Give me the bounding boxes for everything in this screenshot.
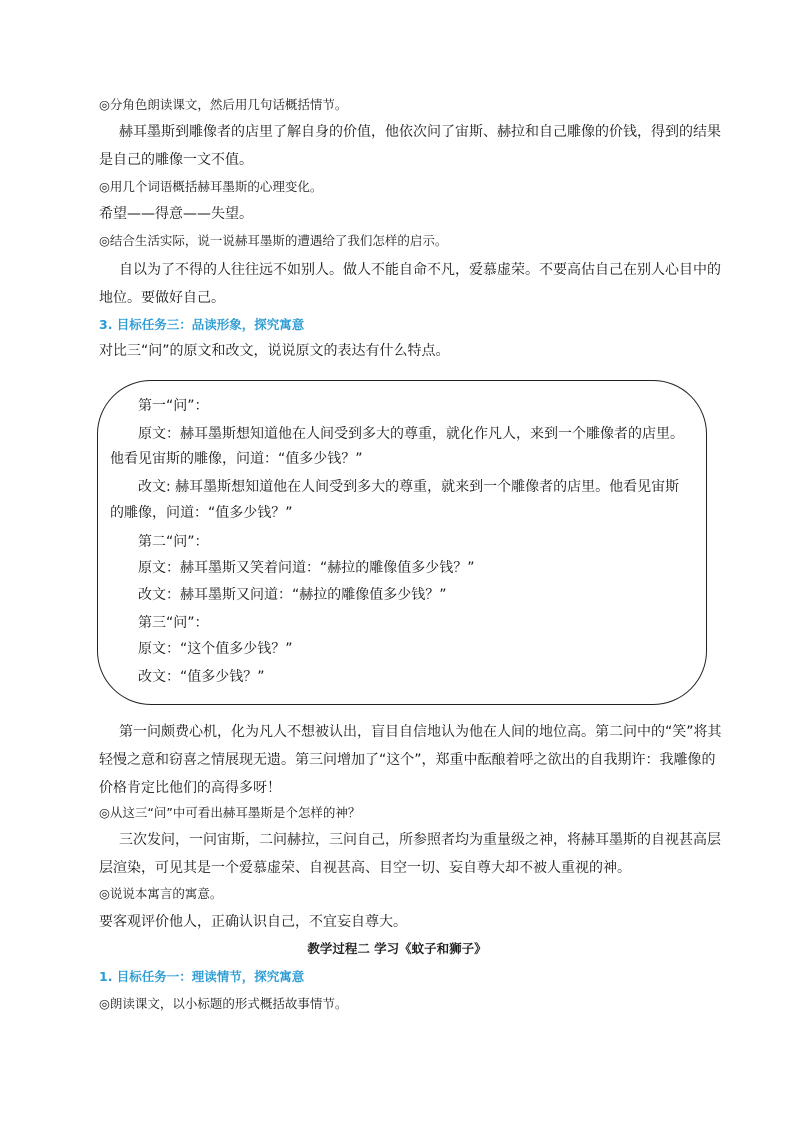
compare-instruction: 对比三“问”的原文和改文，说说原文的表达有什么特点。	[99, 343, 450, 359]
section-heading: 教学过程二 学习《蚊子和狮子》	[307, 941, 487, 956]
box-line: 改文: 赫耳墨斯想知道他在人间受到多大的尊重，就来到一个雕像者的店里。他看见宙斯	[138, 479, 680, 495]
character-analysis: 三次发问，一问宙斯，二问赫拉，三问自己，所参照者均为重量级之神，将赫耳墨斯的自视甚高层层渲染，可见其是一个爱慕虚荣、自视甚高、目空一切、妄自尊大却不被人重视的神。	[99, 832, 721, 876]
moral-statement: 要客观评价他人，正确认识自己，不宜妄自尊大。	[99, 914, 407, 930]
lesson-paragraph: 自以为了不得的人往往远不如别人。做人不能自命不凡，爱慕虚荣。不要高估自己在别人心目中的地位。要做好自己。	[99, 262, 721, 306]
box-line: 改文：赫耳墨斯又问道：“赫拉的雕像值多少钱？”	[138, 587, 447, 603]
analysis-paragraph: 第一问颇费心机，化为凡人不想被认出，盲目自信地认为他在人间的地位高。第二问中的“笑”将其轻慢之意和窃喜之情展现无遗。第三问增加了“这个”，郑重中酝酿着呼之欲出的自我期许：我雕像的价格肯定比他们的高得多呀！	[99, 724, 722, 796]
box-line: 第三“问”：	[138, 615, 209, 631]
box-line: 他看见宙斯的雕像，问道：“值多少钱？”	[110, 451, 363, 467]
box-line: 改文：“值多少钱？”	[138, 669, 265, 685]
instruction-2: ◎用几个词语概括赫耳墨斯的心理变化。	[99, 179, 323, 194]
box-line: 第二“问”：	[138, 534, 209, 550]
instruction-3: ◎结合生活实际，说一说赫耳墨斯的遭遇给了我们怎样的启示。	[99, 233, 448, 248]
box-line: 的雕像，问道：“值多少钱？”	[110, 505, 293, 521]
instruction-4: ◎从这三“问”中可看出赫耳墨斯是个怎样的神？	[99, 805, 361, 820]
instruction-5: ◎说说本寓言的寓意。	[99, 886, 223, 901]
task-three-heading: 3. 目标任务三：品读形象，探究寓意	[99, 317, 305, 332]
box-line: 原文：赫耳墨斯又笑着问道：“赫拉的雕像值多少钱？”	[138, 560, 475, 576]
task-one-heading: 1. 目标任务一：理读情节，探究寓意	[99, 969, 305, 984]
box-line: 原文：赫耳墨斯想知道他在人间受到多大的尊重，就化作凡人，来到一个雕像者的店里。	[138, 426, 684, 442]
instruction-1: ◎分角色朗读课文，然后用几句话概括情节。	[99, 97, 348, 112]
plot-summary: 赫耳墨斯到雕像者的店里了解自身的价值，他依次问了宙斯、赫拉和自己雕像的价钱，得到的结果是自己的雕像一文不值。	[99, 124, 721, 168]
box-line: 原文：“这个值多少钱？”	[138, 641, 293, 657]
instruction-6: ◎朗读课文，以小标题的形式概括故事情节。	[99, 996, 348, 1011]
mood-change: 希望——得意——失望。	[99, 206, 253, 222]
box-line: 第一“问”：	[138, 398, 209, 414]
